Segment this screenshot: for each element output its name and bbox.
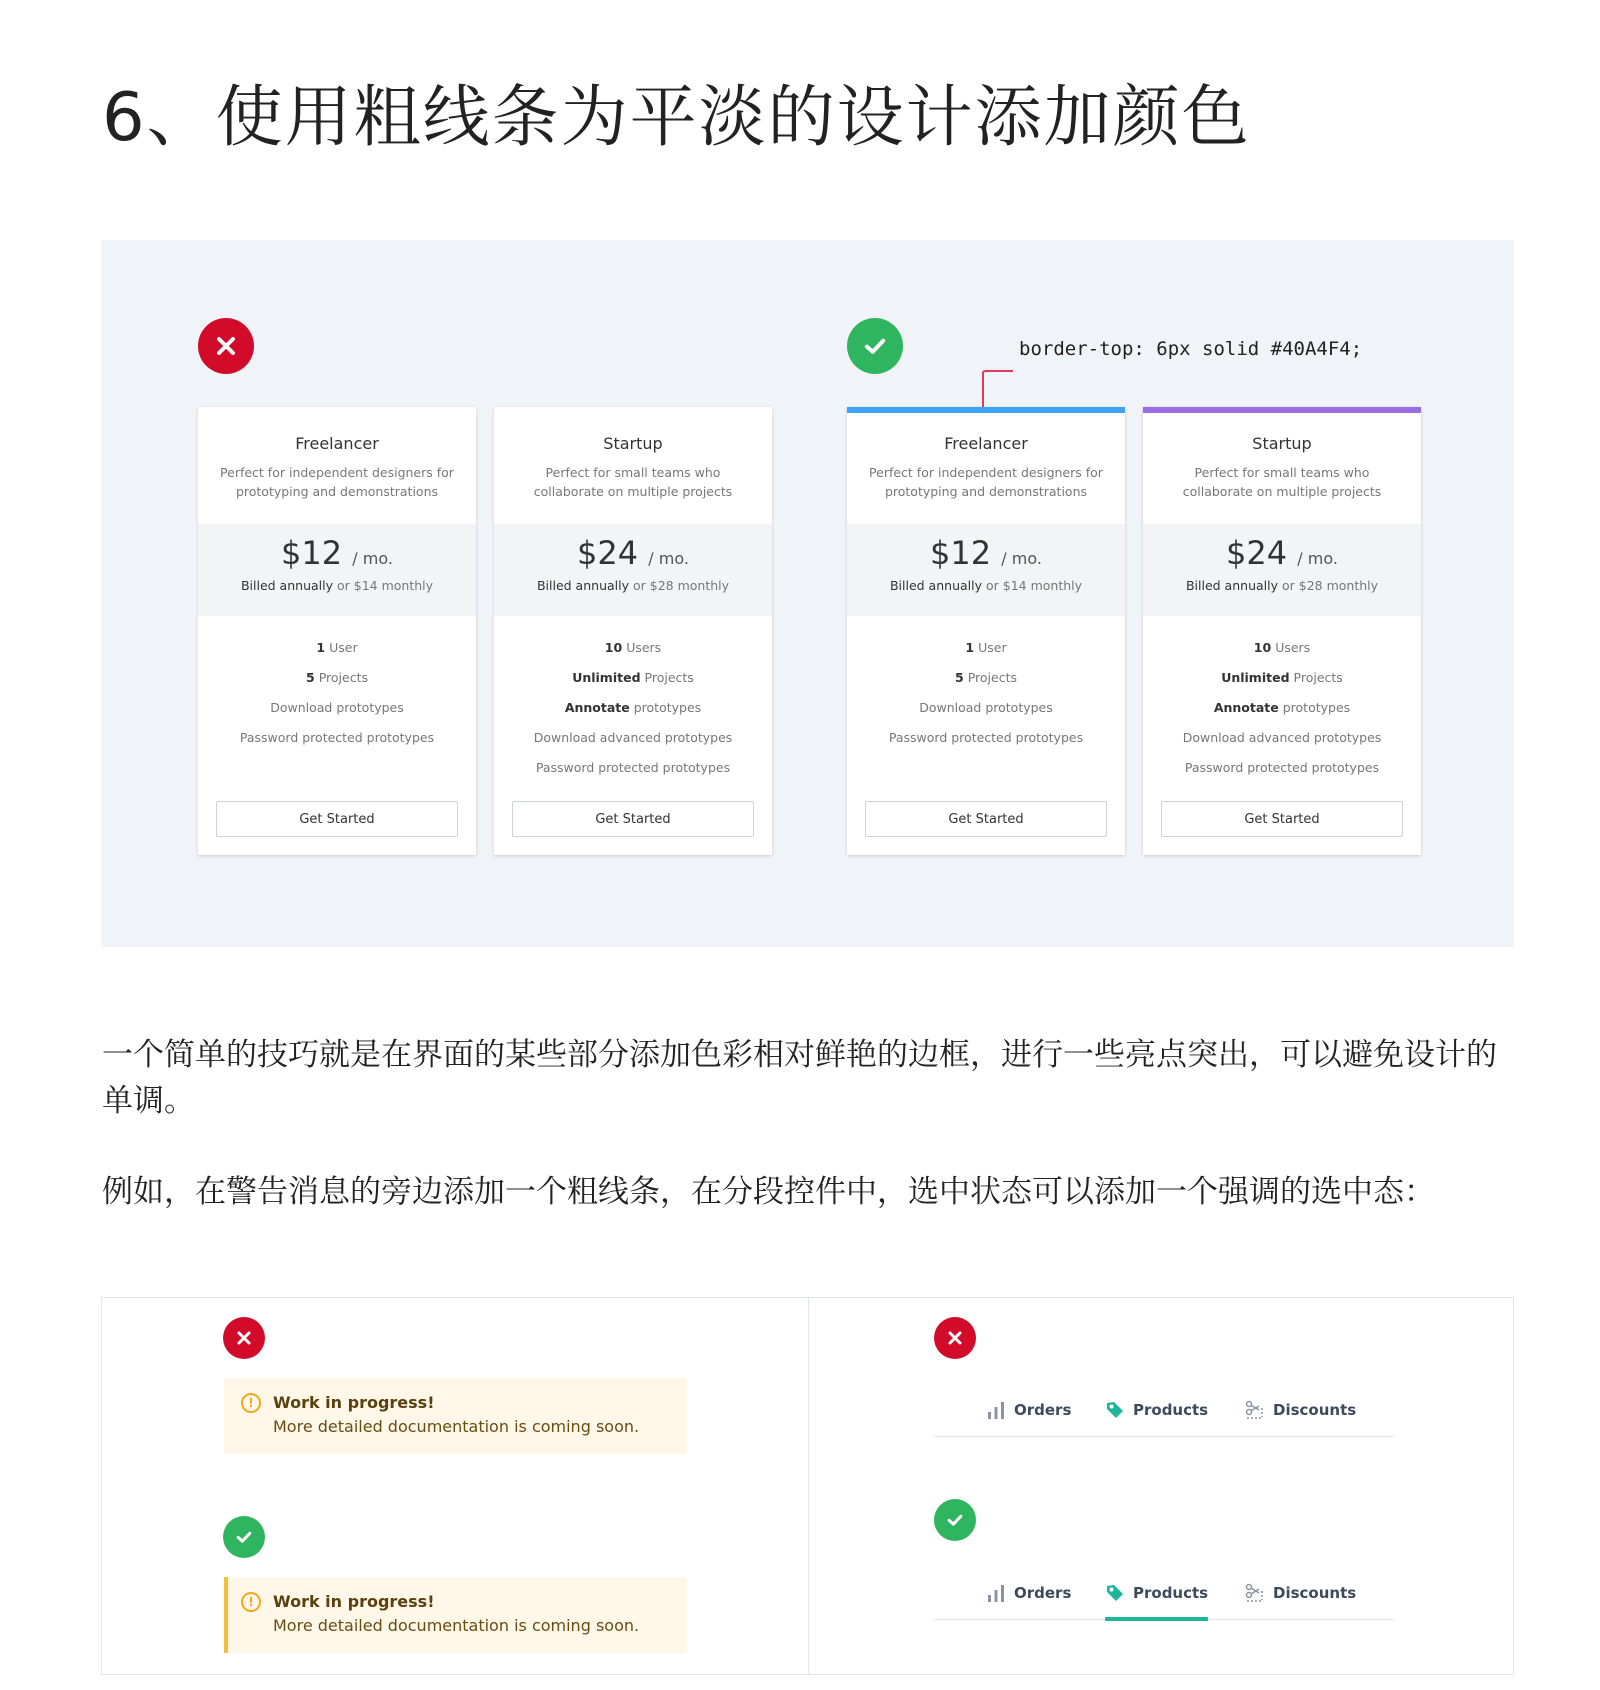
feature-item: Password protected prototypes <box>535 760 731 775</box>
warning-icon: ! <box>241 1592 261 1612</box>
price-band <box>1143 524 1421 616</box>
tab-label: Products <box>1133 1584 1209 1602</box>
feature-list <box>847 633 1125 753</box>
plan-price: $24 / mo. <box>1226 534 1338 572</box>
plan-name: Startup <box>603 434 663 453</box>
pricing-card-freelancer-plain <box>198 407 476 855</box>
feature-item: Download prototypes <box>270 700 404 715</box>
tab-label: Discounts <box>1273 1584 1357 1602</box>
bar-chart-icon <box>986 1583 1006 1603</box>
plan-description: Perfect for small teams who collaborate on multiple projects <box>1182 465 1382 499</box>
feature-item: 5 Projects <box>306 670 368 685</box>
bar-chart-icon <box>986 1400 1006 1420</box>
feature-item: 10 Users <box>604 640 662 655</box>
feature-item: Unlimited Projects <box>1221 670 1343 685</box>
tag-icon <box>1105 1583 1125 1603</box>
feature-item: Password protected prototypes <box>239 730 435 745</box>
plan-price: $12 / mo. <box>281 534 393 572</box>
feature-item: Unlimited Projects <box>572 670 694 685</box>
tab-discounts[interactable] <box>1245 1384 1356 1436</box>
pricing-card-startup-accent <box>1143 407 1421 855</box>
get-started-button[interactable]: Get Started <box>865 801 1107 837</box>
billing-note: Billed annually or $28 monthly <box>536 578 730 593</box>
get-started-button[interactable]: Get Started <box>1161 801 1403 837</box>
pricing-comparison-panel <box>101 240 1514 947</box>
feature-item: 1 User <box>965 640 1007 655</box>
scissors-icon <box>1245 1583 1265 1603</box>
pricing-card-freelancer-accent <box>847 407 1125 855</box>
feature-list <box>1143 633 1421 783</box>
plan-price: $12 / mo. <box>930 534 1042 572</box>
feature-item: Annotate prototypes <box>564 700 702 715</box>
css-callout: border-top: 6px solid #40A4F4; <box>1019 338 1363 360</box>
feature-item: Download advanced prototypes <box>533 730 733 745</box>
feature-item: Password protected prototypes <box>1184 760 1380 775</box>
feature-item: Password protected prototypes <box>888 730 1084 745</box>
billing-note: Billed annually or $28 monthly <box>1185 578 1379 593</box>
billing-note: Billed annually or $14 monthly <box>889 578 1083 593</box>
alert-title: Work in progress! <box>273 1592 435 1611</box>
panel-divider <box>808 1298 809 1674</box>
feature-item: 10 Users <box>1253 640 1311 655</box>
tab-orders[interactable] <box>986 1384 1071 1436</box>
page-title: 6、使用粗线条为平淡的设计添加颜色 <box>102 78 1251 156</box>
alert-title: Work in progress! <box>273 1393 435 1412</box>
feature-item: 1 User <box>316 640 358 655</box>
warning-alert-accent <box>224 1577 687 1653</box>
plan-description: Perfect for independent designers for prototyping and demonstrations <box>869 465 1103 499</box>
tab-label: Discounts <box>1273 1401 1357 1419</box>
tab-label: Orders <box>1014 1401 1072 1419</box>
tab-products-active[interactable] <box>1105 1567 1208 1619</box>
feature-item: Download prototypes <box>919 700 1053 715</box>
alert-tabs-comparison-panel <box>101 1297 1514 1675</box>
tab-orders[interactable] <box>986 1567 1071 1619</box>
incorrect-mark-icon <box>223 1317 265 1359</box>
plan-name: Freelancer <box>295 434 379 453</box>
get-started-button[interactable]: Get Started <box>216 801 458 837</box>
plan-description: Perfect for independent designers for prototyping and demonstrations <box>220 465 454 499</box>
warning-icon: ! <box>241 1393 261 1413</box>
get-started-button[interactable]: Get Started <box>512 801 754 837</box>
price-band <box>494 524 772 616</box>
segmented-control-plain <box>934 1384 1394 1437</box>
tab-label: Products <box>1133 1401 1209 1419</box>
feature-list <box>198 633 476 753</box>
feature-list <box>494 633 772 783</box>
feature-item: Annotate prototypes <box>1213 700 1351 715</box>
tag-icon <box>1105 1400 1125 1420</box>
billing-note: Billed annually or $14 monthly <box>240 578 434 593</box>
tab-label: Orders <box>1014 1584 1072 1602</box>
body-paragraph-1: 一个简单的技巧就是在界面的某些部分添加色彩相对鲜艳的边框，进行一些亮点突出，可以避免设计的单调。 <box>102 1037 1497 1119</box>
price-band <box>847 524 1125 616</box>
pricing-card-startup-plain <box>494 407 772 855</box>
correct-mark-icon <box>934 1499 976 1541</box>
callout-connector <box>101 240 1514 410</box>
tab-discounts[interactable] <box>1245 1567 1356 1619</box>
plan-description: Perfect for small teams who collaborate on multiple projects <box>533 465 733 499</box>
plan-price: $24 / mo. <box>577 534 689 572</box>
correct-mark-icon <box>223 1516 265 1558</box>
incorrect-mark-icon <box>934 1317 976 1359</box>
alert-body: More detailed documentation is coming soon. <box>273 1616 640 1635</box>
tab-products[interactable] <box>1105 1384 1208 1436</box>
plan-name: Startup <box>1252 434 1312 453</box>
body-paragraph-2: 例如，在警告消息的旁边添加一个粗线条，在分段控件中，选中状态可以添加一个强调的选中态： <box>102 1174 1435 1210</box>
price-band <box>198 524 476 616</box>
scissors-icon <box>1245 1400 1265 1420</box>
segmented-control-accent <box>934 1567 1394 1620</box>
warning-alert-plain <box>224 1378 687 1454</box>
feature-item: Download advanced prototypes <box>1182 730 1382 745</box>
feature-item: 5 Projects <box>955 670 1017 685</box>
plan-name: Freelancer <box>944 434 1028 453</box>
alert-body: More detailed documentation is coming soon. <box>273 1417 640 1436</box>
